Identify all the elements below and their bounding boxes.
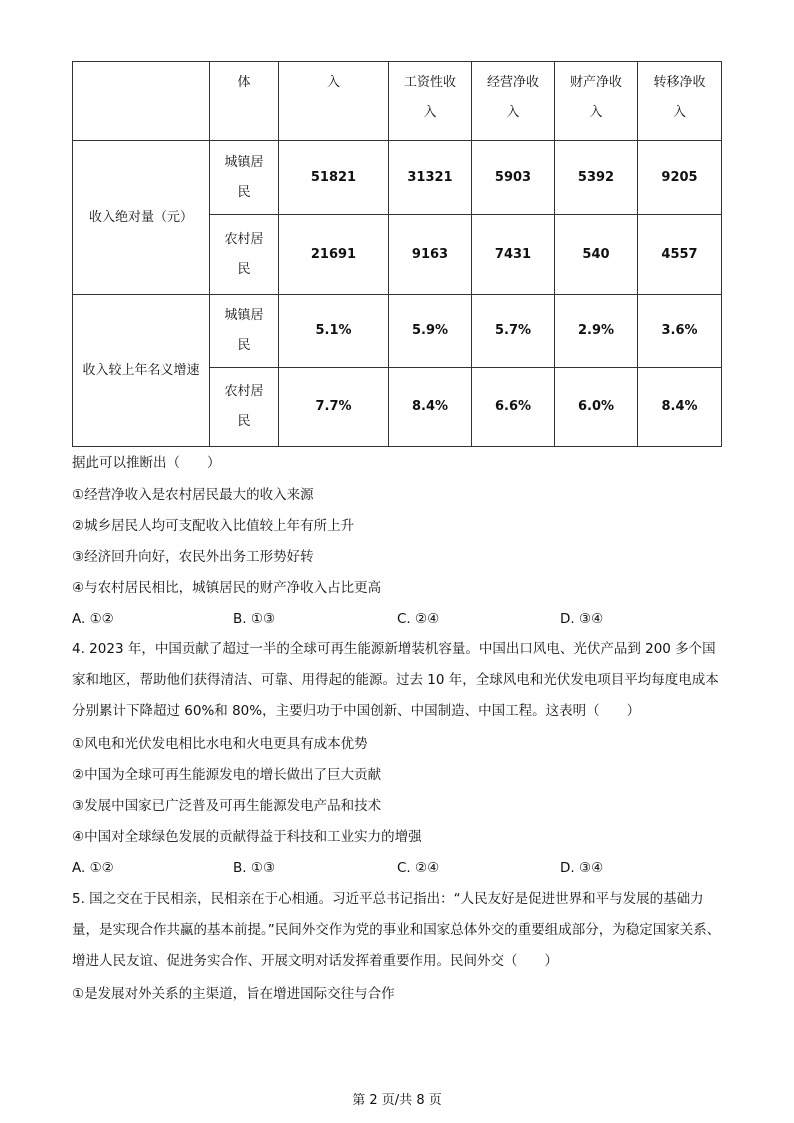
q4-item: ④中国对全球绿色发展的贡献得益于科技和工业实力的增强	[72, 829, 422, 845]
option-a[interactable]: A. ①②	[72, 860, 114, 876]
value-cell: 5392	[555, 141, 638, 215]
q4-item: ①风电和光伏发电相比水电和火电更具有成本优势	[72, 736, 368, 752]
value-cell: 31321	[389, 141, 472, 215]
q4-item: ③发展中国家已广泛普及可再生能源发电产品和技术	[72, 798, 382, 814]
value-cell: 9205	[638, 141, 722, 215]
value-cell: 540	[555, 215, 638, 295]
resident-label: 城镇居民	[210, 141, 279, 215]
q5-stem: 5. 国之交在于民相亲，民相亲在于心相通。习近平总书记指出：“人民友好是促进世界和平与发展的基础力量，是实现合作共赢的基本前提。”民间外交作为党的事业和国家总体外交的重要组成部分，为稳定国家关系、增进人民友谊、促进务实合作、开展文明对话发挥着重要作用。民间外交（ ）	[72, 891, 721, 969]
group-label: 收入绝对量（元）	[73, 141, 210, 295]
value-cell: 4557	[638, 215, 722, 295]
value-cell: 5.9%	[389, 295, 472, 368]
option-b[interactable]: B. ①③	[233, 860, 276, 876]
value-cell: 5.7%	[472, 295, 555, 368]
resident-label: 农村居民	[210, 368, 279, 447]
value-cell: 5.1%	[279, 295, 389, 368]
option-c[interactable]: C. ②④	[397, 611, 440, 627]
income-table-wrapper	[72, 61, 722, 447]
q3-item: ④与农村居民相比，城镇居民的财产净收入占比更高	[72, 580, 382, 596]
page-footer: 第 2 页/共 8 页	[352, 1093, 442, 1108]
option-a[interactable]: A. ①②	[72, 611, 114, 627]
table-row	[73, 295, 722, 368]
value-cell: 7431	[472, 215, 555, 295]
resident-label: 城镇居民	[210, 295, 279, 368]
q4-options	[72, 858, 724, 878]
q3-options	[72, 609, 724, 629]
table-header-row	[73, 62, 722, 141]
value-cell: 5903	[472, 141, 555, 215]
table-row	[73, 141, 722, 215]
value-cell: 6.0%	[555, 368, 638, 447]
income-table	[72, 61, 722, 447]
header-cell: 体	[210, 62, 279, 141]
value-cell: 8.4%	[389, 368, 472, 447]
option-b[interactable]: B. ①③	[233, 611, 276, 627]
header-cell: 工资性收入	[389, 62, 472, 141]
value-cell: 2.9%	[555, 295, 638, 368]
header-cell: 经营净收入	[472, 62, 555, 141]
group-label: 收入较上年名义增速	[73, 295, 210, 447]
q3-stem: 据此可以推断出（ ）	[72, 455, 221, 471]
q3-item: ③经济回升向好，农民外出务工形势好转	[72, 549, 314, 565]
option-d[interactable]: D. ③④	[560, 611, 604, 627]
header-cell: 入	[279, 62, 389, 141]
value-cell: 6.6%	[472, 368, 555, 447]
header-cell: 财产净收入	[555, 62, 638, 141]
header-empty-cell	[73, 62, 210, 141]
value-cell: 7.7%	[279, 368, 389, 447]
value-cell: 51821	[279, 141, 389, 215]
q3-item: ②城乡居民人均可支配收入比值较上年有所上升	[72, 518, 355, 534]
value-cell: 3.6%	[638, 295, 722, 368]
q4-stem: 4. 2023 年，中国贡献了超过一半的全球可再生能源新增装机容量。中国出口风电、光伏产品到 200 多个国家和地区，帮助他们获得清洁、可靠、用得起的能源。过去 10 年，全球风电和光伏发电项目平均每度电成本分别累计下降超过 60%和 80%，主要归功于中国创新、中国制造、中国工程。这表明（ ）	[72, 641, 719, 719]
q3-item: ①经营净收入是农村居民最大的收入来源	[72, 487, 314, 503]
q5-item: ①是发展对外关系的主渠道，旨在增进国际交往与合作	[72, 986, 395, 1002]
option-d[interactable]: D. ③④	[560, 860, 604, 876]
option-c[interactable]: C. ②④	[397, 860, 440, 876]
header-cell: 转移净收入	[638, 62, 722, 141]
value-cell: 8.4%	[638, 368, 722, 447]
resident-label: 农村居民	[210, 215, 279, 295]
value-cell: 9163	[389, 215, 472, 295]
q4-item: ②中国为全球可再生能源发电的增长做出了巨大贡献	[72, 767, 382, 783]
value-cell: 21691	[279, 215, 389, 295]
